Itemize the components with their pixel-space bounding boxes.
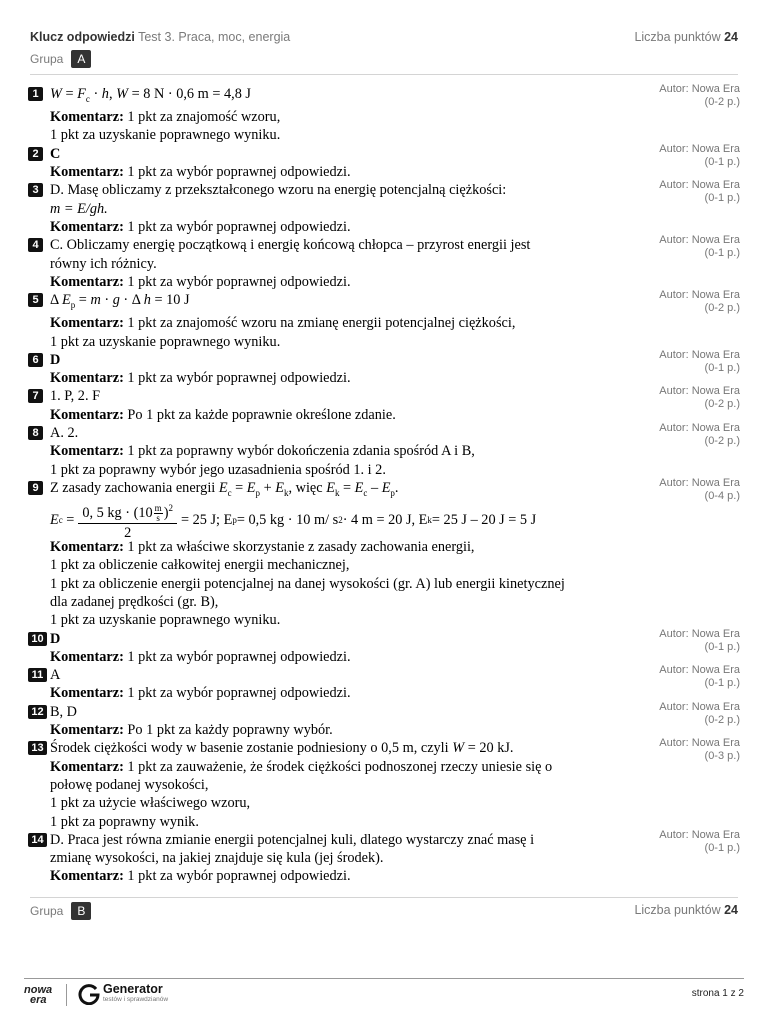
question-number: 1 — [28, 87, 43, 101]
question-item — [28, 700, 740, 740]
comment: Komentarz: 1 pkt za wybór poprawnej odpowiedzi. — [50, 868, 351, 885]
comment: Komentarz: 1 pkt za znajomość wzoru, — [50, 109, 281, 126]
author-info: Autor: Nowa Era (0-2 p.) — [659, 700, 740, 726]
answer-text: 1. P, 2. F — [50, 388, 101, 405]
comment-line: 1 pkt za uzyskanie poprawnego wyniku. — [50, 127, 281, 144]
answer-text: Z zasady zachowania energii $E_c = E_p + E_k$, więc $E_k = E_c - E_p$. — [50, 479, 399, 498]
question-number: 12 — [28, 705, 47, 719]
comment: Komentarz: 1 pkt za wybór poprawnej odpowiedzi. — [50, 685, 351, 702]
doc-header — [30, 30, 738, 44]
divider — [30, 897, 738, 898]
author-info: Autor: Nowa Era (0-4 p.) — [659, 476, 740, 502]
equation: E c = 0, 5 kg · (10 $\frac{m}{s}$ )$^2$ 2 = 25 J; E p = 0,5 kg · 10 m/ s 2 · 4 m = 20 J, E k = 25 J – 20 J = 5 J — [50, 502, 636, 538]
question-number: 8 — [28, 426, 43, 440]
comment-line: 1 pkt za obliczenie energii potencjalnej na danej wysokości (gr. A) lub energii kinetycznej — [50, 575, 565, 592]
group-badge: A — [71, 50, 91, 68]
logo-separator — [66, 984, 67, 1006]
comment-line: 1 pkt za uzyskanie poprawnego wyniku. — [50, 612, 281, 629]
comment-line: 1 pkt za obliczenie całkowitej energii mechanicznej, — [50, 557, 350, 574]
question-number: 13 — [28, 741, 47, 755]
author-info: Autor: Nowa Era (0-1 p.) — [659, 179, 740, 205]
author-info: Autor: Nowa Era (0-1 p.) — [659, 664, 740, 690]
question-item — [28, 291, 740, 351]
question-number: 5 — [28, 293, 43, 307]
nowa-era-logo: nowa era — [24, 984, 53, 1006]
divider — [30, 74, 738, 75]
question-item — [28, 236, 740, 291]
author-info: Autor: Nowa Era (0-1 p.) — [659, 627, 740, 653]
question-item — [28, 85, 740, 145]
question-number: 9 — [28, 481, 43, 495]
author-info: Autor: Nowa Era (0-2 p.) — [659, 289, 740, 315]
question-item — [28, 348, 740, 388]
group-a-label: Grupa A — [30, 50, 91, 68]
question-item — [28, 627, 740, 667]
page-number: strona 1 z 2 — [691, 988, 744, 999]
answer-text: C. Obliczamy energię początkową i energię końcową chłopca – przyrost energii jest — [50, 237, 531, 254]
comment-line: 1 pkt za uzyskanie poprawnego wyniku. — [50, 333, 281, 350]
comment-line: dla zadanej prędkości (gr. B), — [50, 594, 219, 610]
comment: Komentarz: Po 1 pkt za każde poprawnie określone zdanie. — [50, 406, 396, 423]
comment: Komentarz: 1 pkt za znajomość wzoru na zmianę energii potencjalnej ciężkości, — [50, 315, 516, 332]
question-item — [28, 476, 740, 630]
author-info: Autor: Nowa Era (0-1 p.) — [659, 828, 740, 854]
comment: Komentarz: 1 pkt za wybór poprawnej odpowiedzi. — [50, 370, 351, 387]
answer-text: A. 2. — [50, 425, 79, 442]
answer-text: C — [50, 145, 61, 162]
answer-text: B, D — [50, 703, 78, 720]
answer-text: D — [50, 630, 61, 647]
points-total: Liczba punktów 24 — [634, 30, 738, 44]
question-number: 7 — [28, 389, 43, 403]
fraction: 0, 5 kg · (10 $\frac{m}{s}$ )$^2$ 2 — [78, 498, 177, 542]
question-item — [28, 387, 740, 424]
author-info: Autor: Nowa Era (0-2 p.) — [659, 83, 740, 108]
answer-text: D — [50, 351, 61, 368]
comment: Komentarz: 1 pkt za poprawny wybór dokończenia zdania spośród A i B, — [50, 443, 475, 460]
question-item — [28, 739, 740, 830]
question-number: 4 — [28, 238, 43, 252]
generator-logo: Generator testów i sprawdzianów — [103, 982, 169, 1003]
question-number: 2 — [28, 147, 43, 161]
group-b-label: Grupa B — [30, 902, 91, 920]
answer-text-cont: zmianę wysokości, na jakiej znajduje się kula (jej środek). — [50, 850, 384, 867]
group-badge: B — [71, 902, 91, 920]
comment-line: 1 pkt za poprawny wynik. — [50, 813, 199, 830]
comment: Komentarz: Po 1 pkt za każdy poprawny wybór. — [50, 722, 333, 739]
doc-title: Klucz odpowiedzi Test 3. Praca, moc, energia — [30, 30, 291, 44]
answer-text: D. Masę obliczamy z przekształconego wzoru na energię potencjalną ciężkości: — [50, 182, 507, 199]
question-item — [28, 424, 740, 479]
comment-line: 1 pkt za użycie właściwego wzoru, — [50, 795, 251, 812]
comment: Komentarz: 1 pkt za wybór poprawnej odpowiedzi. — [50, 648, 351, 665]
answer-text: Środek ciężkości wody w basenie zostanie podniesiony o 0,5 m, czyli W = 20 kJ. — [50, 740, 514, 757]
answer-text-cont: m = E/gh. — [50, 200, 108, 217]
question-item — [28, 828, 740, 886]
comment: Komentarz: 1 pkt za właściwe skorzystanie z zasady zachowania energii, — [50, 539, 475, 556]
question-item — [28, 142, 740, 182]
author-info: Autor: Nowa Era (0-2 p.) — [659, 422, 740, 448]
question-item — [28, 666, 740, 703]
question-number: 10 — [28, 632, 47, 646]
comment: Komentarz: 1 pkt za wybór poprawnej odpowiedzi. — [50, 164, 351, 181]
author-info: Autor: Nowa Era (0-3 p.) — [659, 737, 740, 763]
comment: Komentarz: 1 pkt za zauważenie, że środek ciężkości podnoszonej rzeczy uniesie się o — [50, 758, 553, 775]
answer-text-cont: równy ich różnicy. — [50, 255, 157, 272]
comment-line: połowę podanej wysokości, — [50, 776, 209, 793]
comment-line: 1 pkt za poprawny wybór jego uzasadnienia spośród 1. i 2. — [50, 461, 386, 478]
question-item — [28, 181, 740, 236]
question-number: 14 — [28, 833, 47, 847]
answer-text: D. Praca jest równa zmianie energii potencjalnej kuli, dlatego wystarczy znać masę i — [50, 831, 535, 848]
author-info: Autor: Nowa Era (0-1 p.) — [659, 234, 740, 260]
answer-text: Δ $E_p = m \cdot g \cdot \Delta$ h = 10 J — [50, 292, 190, 310]
comment: Komentarz: 1 pkt za wybór poprawnej odpowiedzi. — [50, 273, 351, 290]
footer-divider — [24, 978, 744, 979]
generator-icon — [78, 983, 100, 1005]
answer-text: $W = F_c \cdot h$, W = 8 N · 0,6 m = 4,8 J — [50, 86, 251, 104]
answer-key — [28, 85, 740, 886]
answer-text: A — [50, 667, 61, 684]
comment: Komentarz: 1 pkt za wybór poprawnej odpowiedzi. — [50, 218, 351, 235]
author-info: Autor: Nowa Era (0-2 p.) — [659, 385, 740, 411]
question-number: 3 — [28, 183, 43, 197]
author-info: Autor: Nowa Era (0-1 p.) — [659, 348, 740, 374]
author-info: Autor: Nowa Era (0-1 p.) — [659, 142, 740, 168]
question-number: 6 — [28, 353, 43, 367]
question-number: 11 — [28, 668, 47, 682]
